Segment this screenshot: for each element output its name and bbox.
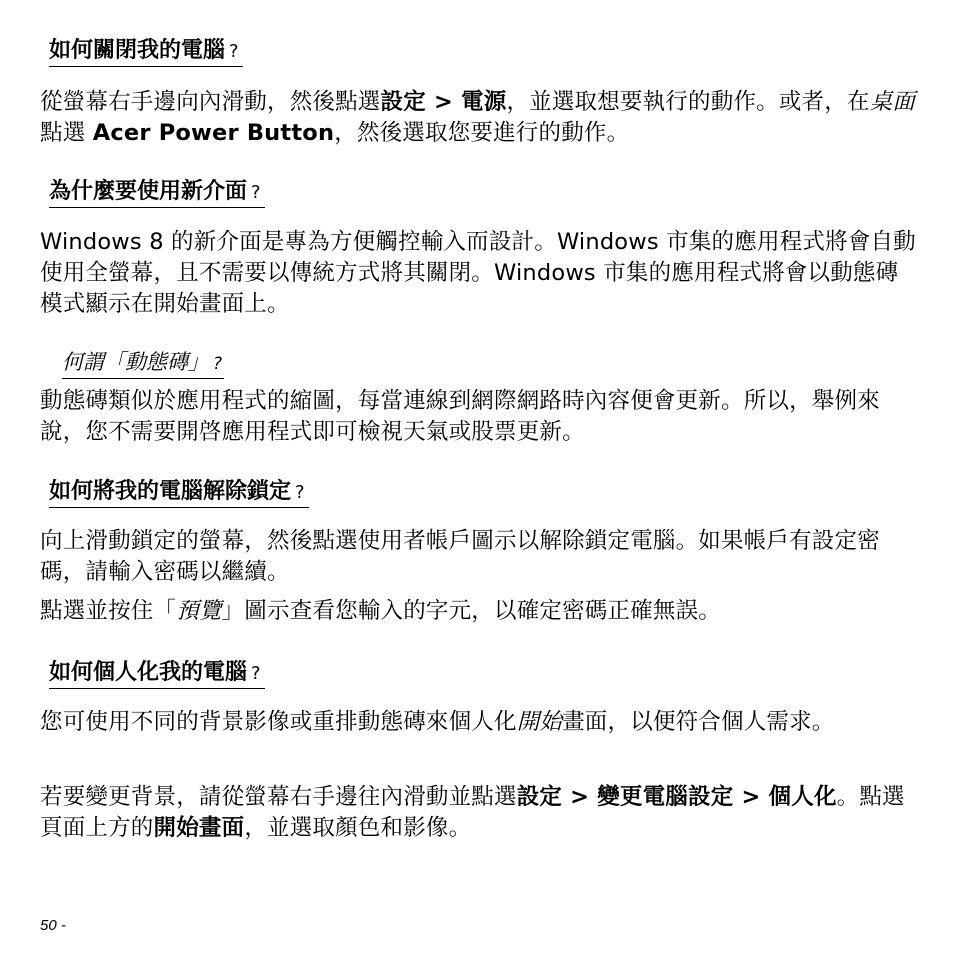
section-heading-unlock <box>49 478 309 508</box>
text-run: > <box>425 89 462 115</box>
subsection-heading-live-tiles <box>62 348 224 379</box>
bold-term-acer-power-button: Acer Power Button <box>92 120 335 146</box>
bold-term-settings: 設定 <box>380 89 426 115</box>
bold-term-start-screen: 開始畫面 <box>153 815 245 841</box>
text-run: 若要變更背景，請從螢幕右手邊往內滑動並點選 <box>40 784 517 810</box>
section-heading-text: 如何個人化我的電腦 <box>49 660 248 685</box>
question-mark: ? <box>295 482 305 503</box>
page-number: 50 - <box>40 917 66 934</box>
bold-term-settings-path: 設定 > 變更電腦設定 > 個人化 <box>516 784 837 810</box>
paragraph-new-interface <box>40 227 916 320</box>
text-run: 動態磚類似於應用程式的縮圖，每當連線到網際網路時內容便會更新。所以，舉例來說，您不需要開啓應用程式即可檢視天氣或股票更新。 <box>40 388 880 445</box>
section-heading-personalize <box>49 659 265 689</box>
question-mark: ? <box>251 182 261 203</box>
question-mark: ? <box>229 41 239 62</box>
section-heading-new-interface <box>49 178 265 208</box>
text-run: 您可使用不同的背景影像或重排動態磚來個人化 <box>40 709 517 735</box>
paragraph-live-tiles <box>40 386 916 448</box>
text-run: 向上滑動鎖定的螢幕，然後點選使用者帳戶圖示以解除鎖定電腦。如果帳戶有設定密碼，請輸入密碼以繼續。 <box>40 528 880 585</box>
paragraph-unlock-2 <box>40 596 916 627</box>
subsection-heading-text: 何謂「動態磚」 <box>62 350 209 374</box>
text-run: 」圖示查看您輸入的字元，以確定密碼正確無誤。 <box>221 598 722 624</box>
question-mark: ? <box>213 354 223 374</box>
text-run: 畫面，以便符合個人需求。 <box>562 709 835 735</box>
text-run: ，然後選取您要進行的動作。 <box>334 120 630 146</box>
section-heading-text: 如何關閉我的電腦 <box>49 38 226 63</box>
text-run: Windows 8 的新介面是專為方便觸控輸入而設計。Windows 市集的應用程式將會自動使用全螢幕，且不需要以傳統方式將其關閉。Windows 市集的應用程式將會以動態磚模式顯示在開始畫面上。 <box>40 229 916 317</box>
question-mark: ? <box>251 663 261 684</box>
italic-term-preview: 預覽 <box>176 598 222 624</box>
text-run: 點選 <box>40 120 93 146</box>
text-run: 點選並按住「 <box>40 598 177 624</box>
text-run: 從螢幕右手邊向內滑動，然後點選 <box>40 89 381 115</box>
paragraph-personalize-2 <box>40 782 916 844</box>
text-run: ，並選取顏色和影像。 <box>244 815 472 841</box>
section-heading-shutdown <box>49 37 243 67</box>
section-heading-text: 如何將我的電腦解除鎖定 <box>49 479 292 504</box>
section-heading-text: 為什麼要使用新介面 <box>49 179 248 204</box>
paragraph-unlock-1 <box>40 526 916 588</box>
italic-term-start: 開始 <box>516 709 563 735</box>
text-run: ，並選取想要執行的動作。或者，在 <box>506 89 870 115</box>
paragraph-shutdown <box>40 87 916 149</box>
italic-term-desktop: 桌面 <box>869 89 916 115</box>
paragraph-personalize-1 <box>40 707 916 738</box>
text-run: 。點選頁面上方的 <box>40 784 905 841</box>
bold-term-power: 電源 <box>461 89 507 115</box>
